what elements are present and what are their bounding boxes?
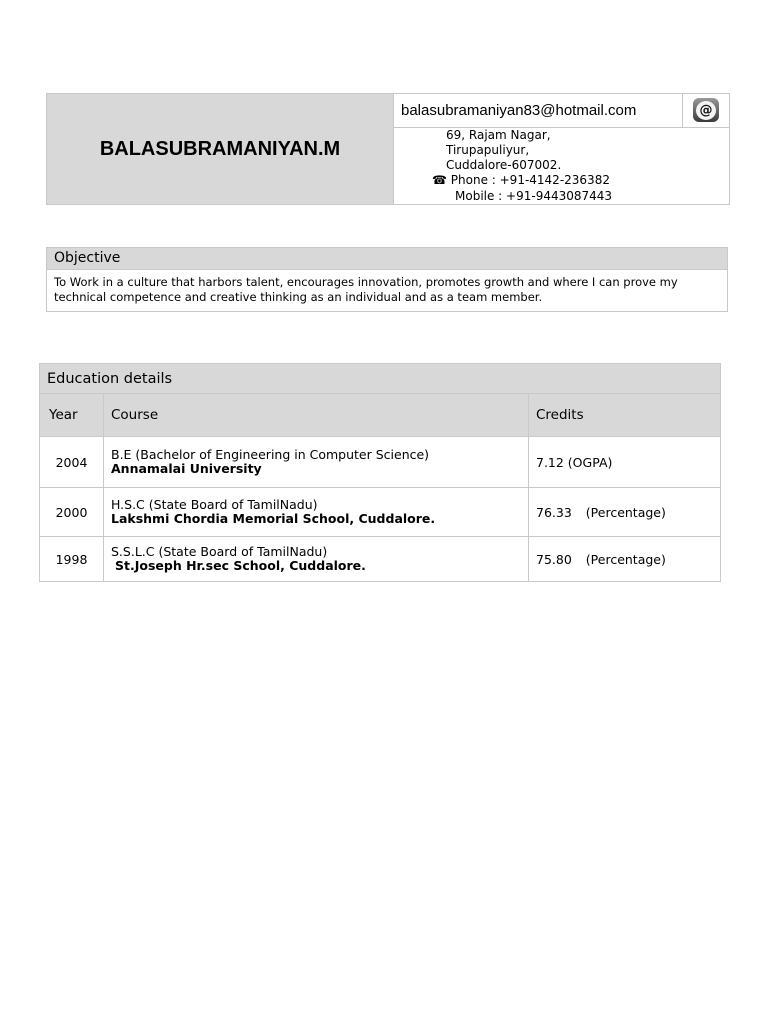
course-cell [104,488,529,537]
column-header-credits: Credits [529,394,721,437]
email-icon-cell [683,94,729,127]
education-table [39,363,721,582]
at-sign-icon: @ [693,98,719,122]
credit-note: (Percentage) [585,504,666,520]
mobile-line: Mobile : +91-9443087443 [455,188,613,203]
email-row [394,94,729,128]
column-header-year: Year [40,394,104,437]
education-header-row [40,394,721,437]
phone-icon: ☎ [432,173,447,188]
objective-section [46,247,728,312]
credit-value: 7.12 (OGPA) [536,454,613,470]
phone-number: Phone : +91-4142-236382 [450,173,610,188]
objective-heading: Objective [47,248,727,270]
credit-note: (Percentage) [585,551,666,567]
address-line-2: Tirupapuliyur, [446,142,530,157]
email-link[interactable]: balasubramaniyan83@hotmail.com [394,94,683,127]
education-title: Education details [40,364,721,394]
objective-text: To Work in a culture that harbors talent, encourages innovation, promotes growth and where I can prove my technical competence and creative thinking as an individual and as a team member. [54,275,678,304]
address-block [394,128,729,204]
course-name: H.S.C (State Board of TamilNadu) [111,497,318,512]
institution-name: Lakshmi Chordia Memorial School, Cuddalore. [111,511,436,526]
column-header-course: Course [104,394,529,437]
credit-value: 75.80 [536,551,572,567]
credit-cell [529,537,721,582]
year-cell: 2004 [40,437,104,488]
address-line-1: 69, Rajam Nagar, [446,127,551,142]
education-title-row [40,364,721,394]
course-name: B.E (Bachelor of Engineering in Computer Science) [111,447,430,462]
address-line-3: Cuddalore-607002. [446,158,562,173]
phone-line [432,173,729,188]
credit-cell [529,488,721,537]
table-row [40,488,721,537]
table-row [40,537,721,582]
course-cell [104,437,529,488]
institution-name: St.Joseph Hr.sec School, Cuddalore. [115,558,366,573]
institution-name: Annamalai University [111,461,262,476]
credit-value: 76.33 [536,504,572,520]
year-cell: 1998 [40,537,104,582]
course-cell [104,537,529,582]
course-name: S.S.L.C (State Board of TamilNadu) [111,544,328,559]
credit-cell [529,437,721,488]
header-block [46,93,730,205]
candidate-name: BALASUBRAMANIYAN.M [47,94,394,204]
contact-panel [394,94,729,204]
table-row [40,437,721,488]
year-cell: 2000 [40,488,104,537]
